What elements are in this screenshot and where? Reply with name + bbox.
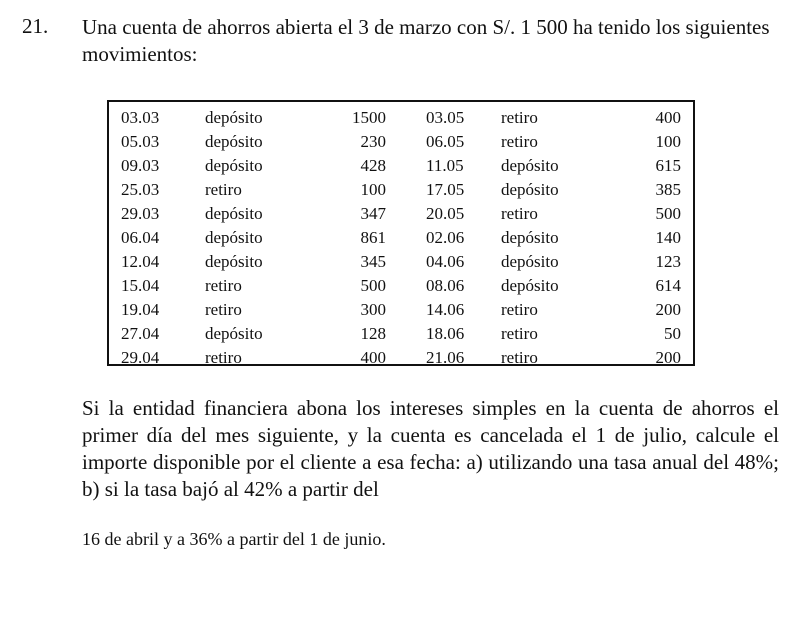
amount-cell: 385 bbox=[655, 180, 681, 199]
table-row bbox=[109, 130, 693, 154]
type-cell: depósito bbox=[205, 252, 263, 271]
type-cell: retiro bbox=[205, 300, 242, 319]
date-cell: 08.06 bbox=[426, 276, 465, 295]
type-cell: depósito bbox=[501, 228, 559, 247]
amount-cell: 861 bbox=[360, 228, 386, 247]
amount-cell: 347 bbox=[360, 204, 386, 223]
amount-cell: 1500 bbox=[352, 108, 386, 127]
amount-cell: 128 bbox=[360, 324, 386, 343]
amount-cell: 300 bbox=[360, 300, 386, 319]
date-cell: 09.03 bbox=[121, 156, 160, 175]
table-row bbox=[109, 106, 693, 130]
date-cell: 04.06 bbox=[426, 252, 465, 271]
type-cell: depósito bbox=[205, 156, 263, 175]
amount-cell: 500 bbox=[360, 276, 386, 295]
type-cell: depósito bbox=[501, 180, 559, 199]
date-cell: 27.04 bbox=[121, 324, 160, 343]
table-row bbox=[109, 202, 693, 226]
amount-cell: 500 bbox=[655, 204, 681, 223]
type-cell: depósito bbox=[205, 108, 263, 127]
type-cell: depósito bbox=[205, 132, 263, 151]
date-cell: 12.04 bbox=[121, 252, 160, 271]
problem-intro: Una cuenta de ahorros abierta el 3 de marzo con S/. 1 500 ha tenido los siguientes movimientos: bbox=[82, 15, 770, 66]
movements-table bbox=[107, 100, 695, 366]
table-row bbox=[109, 298, 693, 322]
amount-cell: 100 bbox=[655, 132, 681, 151]
amount-cell: 140 bbox=[655, 228, 681, 247]
amount-cell: 614 bbox=[655, 276, 681, 295]
date-cell: 17.05 bbox=[426, 180, 465, 199]
date-cell: 11.05 bbox=[426, 156, 464, 175]
type-cell: depósito bbox=[205, 204, 263, 223]
problem-question: Si la entidad financiera abona los intereses simples en la cuenta de ahorros el primer día del mes siguiente, y la cuenta es cancelada el 1 de julio, calcule el importe disponible por el cliente a esa fecha: a) utilizando una tasa anual del 48%; b) si la tasa bajó al 42% a partir del bbox=[82, 396, 779, 501]
date-cell: 19.04 bbox=[121, 300, 160, 319]
amount-cell: 400 bbox=[360, 348, 386, 367]
date-cell: 21.06 bbox=[426, 348, 465, 367]
date-cell: 29.04 bbox=[121, 348, 160, 367]
table-row bbox=[109, 154, 693, 178]
table-row bbox=[109, 178, 693, 202]
amount-cell: 230 bbox=[360, 132, 386, 151]
table-row bbox=[109, 346, 693, 370]
amount-cell: 615 bbox=[655, 156, 681, 175]
type-cell: retiro bbox=[501, 300, 538, 319]
type-cell: depósito bbox=[501, 276, 559, 295]
type-cell: retiro bbox=[501, 108, 538, 127]
amount-cell: 400 bbox=[655, 108, 681, 127]
date-cell: 15.04 bbox=[121, 276, 160, 295]
type-cell: retiro bbox=[501, 204, 538, 223]
table-row bbox=[109, 322, 693, 346]
date-cell: 06.05 bbox=[426, 132, 465, 151]
amount-cell: 345 bbox=[360, 252, 386, 271]
type-cell: depósito bbox=[205, 228, 263, 247]
type-cell: retiro bbox=[501, 348, 538, 367]
amount-cell: 50 bbox=[664, 324, 681, 343]
type-cell: depósito bbox=[501, 156, 559, 175]
problem-question-last-line: 16 de abril y a 36% a partir del 1 de junio. bbox=[82, 529, 386, 549]
type-cell: depósito bbox=[205, 324, 263, 343]
date-cell: 20.05 bbox=[426, 204, 465, 223]
problem-number: 21. bbox=[22, 14, 49, 38]
date-cell: 03.05 bbox=[426, 108, 465, 127]
type-cell: retiro bbox=[205, 180, 242, 199]
type-cell: retiro bbox=[205, 348, 242, 367]
type-cell: retiro bbox=[205, 276, 242, 295]
table-row bbox=[109, 250, 693, 274]
amount-cell: 428 bbox=[360, 156, 386, 175]
date-cell: 14.06 bbox=[426, 300, 465, 319]
date-cell: 06.04 bbox=[121, 228, 160, 247]
date-cell: 25.03 bbox=[121, 180, 160, 199]
type-cell: depósito bbox=[501, 252, 559, 271]
table-row bbox=[109, 226, 693, 250]
amount-cell: 123 bbox=[655, 252, 681, 271]
type-cell: retiro bbox=[501, 132, 538, 151]
amount-cell: 200 bbox=[655, 300, 681, 319]
amount-cell: 200 bbox=[655, 348, 681, 367]
date-cell: 02.06 bbox=[426, 228, 465, 247]
amount-cell: 100 bbox=[360, 180, 386, 199]
date-cell: 29.03 bbox=[121, 204, 160, 223]
date-cell: 03.03 bbox=[121, 108, 160, 127]
table-row bbox=[109, 274, 693, 298]
type-cell: retiro bbox=[501, 324, 538, 343]
date-cell: 18.06 bbox=[426, 324, 465, 343]
date-cell: 05.03 bbox=[121, 132, 160, 151]
